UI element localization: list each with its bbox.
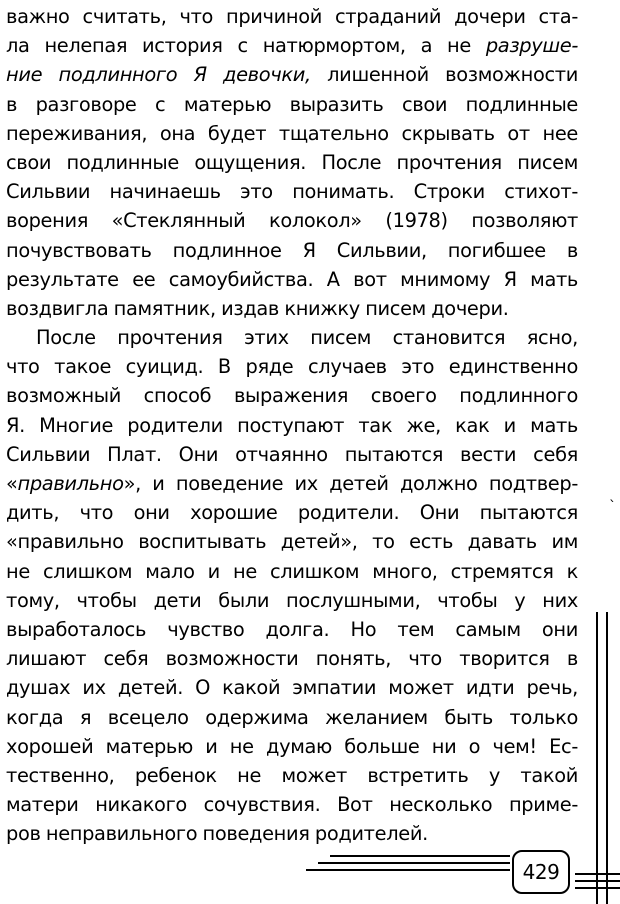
text-line: когда я всецело одержима желанием быть только <box>6 705 578 729</box>
text-line: результате ее самоубийства. А вот мнимому Я мать <box>6 267 578 291</box>
text-line: воздвигла памятник, издав книжку писем дочери. <box>6 296 509 320</box>
italic-emphasis: разруше- <box>485 34 578 58</box>
text-line: После прочтения этих писем становится ясно, <box>36 326 578 350</box>
page-number <box>512 850 570 894</box>
text-line: что такое суицид. В ряде случаев это единственно <box>6 355 578 379</box>
body-text <box>6 2 578 848</box>
text-line: душах их детей. О какой эмпатии может идти речь, <box>6 676 578 700</box>
footer-rule <box>575 880 620 882</box>
text-line: тому, чтобы дети были послушными, чтобы у них <box>6 588 578 612</box>
margin-rule <box>596 612 598 904</box>
text-run: « <box>6 472 18 495</box>
text-line: Сильвии начинаешь это понимать. Строки стихот- <box>6 180 578 204</box>
text-run: ла нелепая история с натюрмортом, а не <box>6 34 486 58</box>
text-line: свои подлинные ощущения. После прочтения писем <box>6 150 578 174</box>
text-line: не слишком мало и не слишком много, стремятся к <box>6 559 578 583</box>
text-line: переживания, она будет тщательно скрывать от нее <box>6 121 578 145</box>
footer-rule <box>330 855 510 857</box>
text-line <box>6 31 578 60</box>
text-line: важно считать, что причиной страданий дочери ста- <box>6 5 578 28</box>
text-run: », и поведение их детей должно подтвер- <box>123 472 578 495</box>
text-line: Сильвии Плат. Они отчаянно пытаются вести себя <box>6 442 578 466</box>
text-line: матери никакого сочувствия. Вот несколько приме- <box>6 793 578 817</box>
footer-rule <box>575 873 620 875</box>
text-line: дить, что они хорошие родители. Они пытаются <box>6 501 578 525</box>
text-line: в разговоре с матерью выразить свои подлинные <box>6 92 578 116</box>
text-line: «правильно воспитывать детей», то есть давать им <box>6 530 578 554</box>
text-line: выработалось чувство долга. Но тем самым они <box>6 617 578 641</box>
footer-rule <box>306 869 510 871</box>
page-number-text: 429 <box>522 860 560 884</box>
text-line <box>6 60 578 89</box>
margin-rule <box>606 612 608 904</box>
italic-emphasis: ние подлинного Я девочки, <box>6 63 311 87</box>
text-line: Я. Многие родители поступают так же, как и мать <box>6 413 578 437</box>
text-line: лишают себя возможности понять, что творится в <box>6 647 578 671</box>
text-run: лишенной возможности <box>310 63 578 87</box>
text-line: тественно, ребенок не может встретить у такой <box>6 763 578 787</box>
stray-mark: ` <box>609 499 616 515</box>
text-line <box>6 469 578 498</box>
text-line: хорошей матерью и не думаю больше ни о чем! Ес- <box>6 734 578 758</box>
italic-emphasis: правильно <box>17 472 124 495</box>
text-line: ворения «Стеклянный колокол» (1978) позволяют <box>6 209 578 233</box>
footer-rule <box>318 862 510 864</box>
text-line: ров неправильного поведения родителей. <box>6 822 428 846</box>
text-line: почувствовать подлинное Я Сильвии, погибшее в <box>6 238 578 262</box>
text-line: возможный способ выражения своего подлинного <box>6 384 578 408</box>
footer-rule <box>575 887 620 889</box>
